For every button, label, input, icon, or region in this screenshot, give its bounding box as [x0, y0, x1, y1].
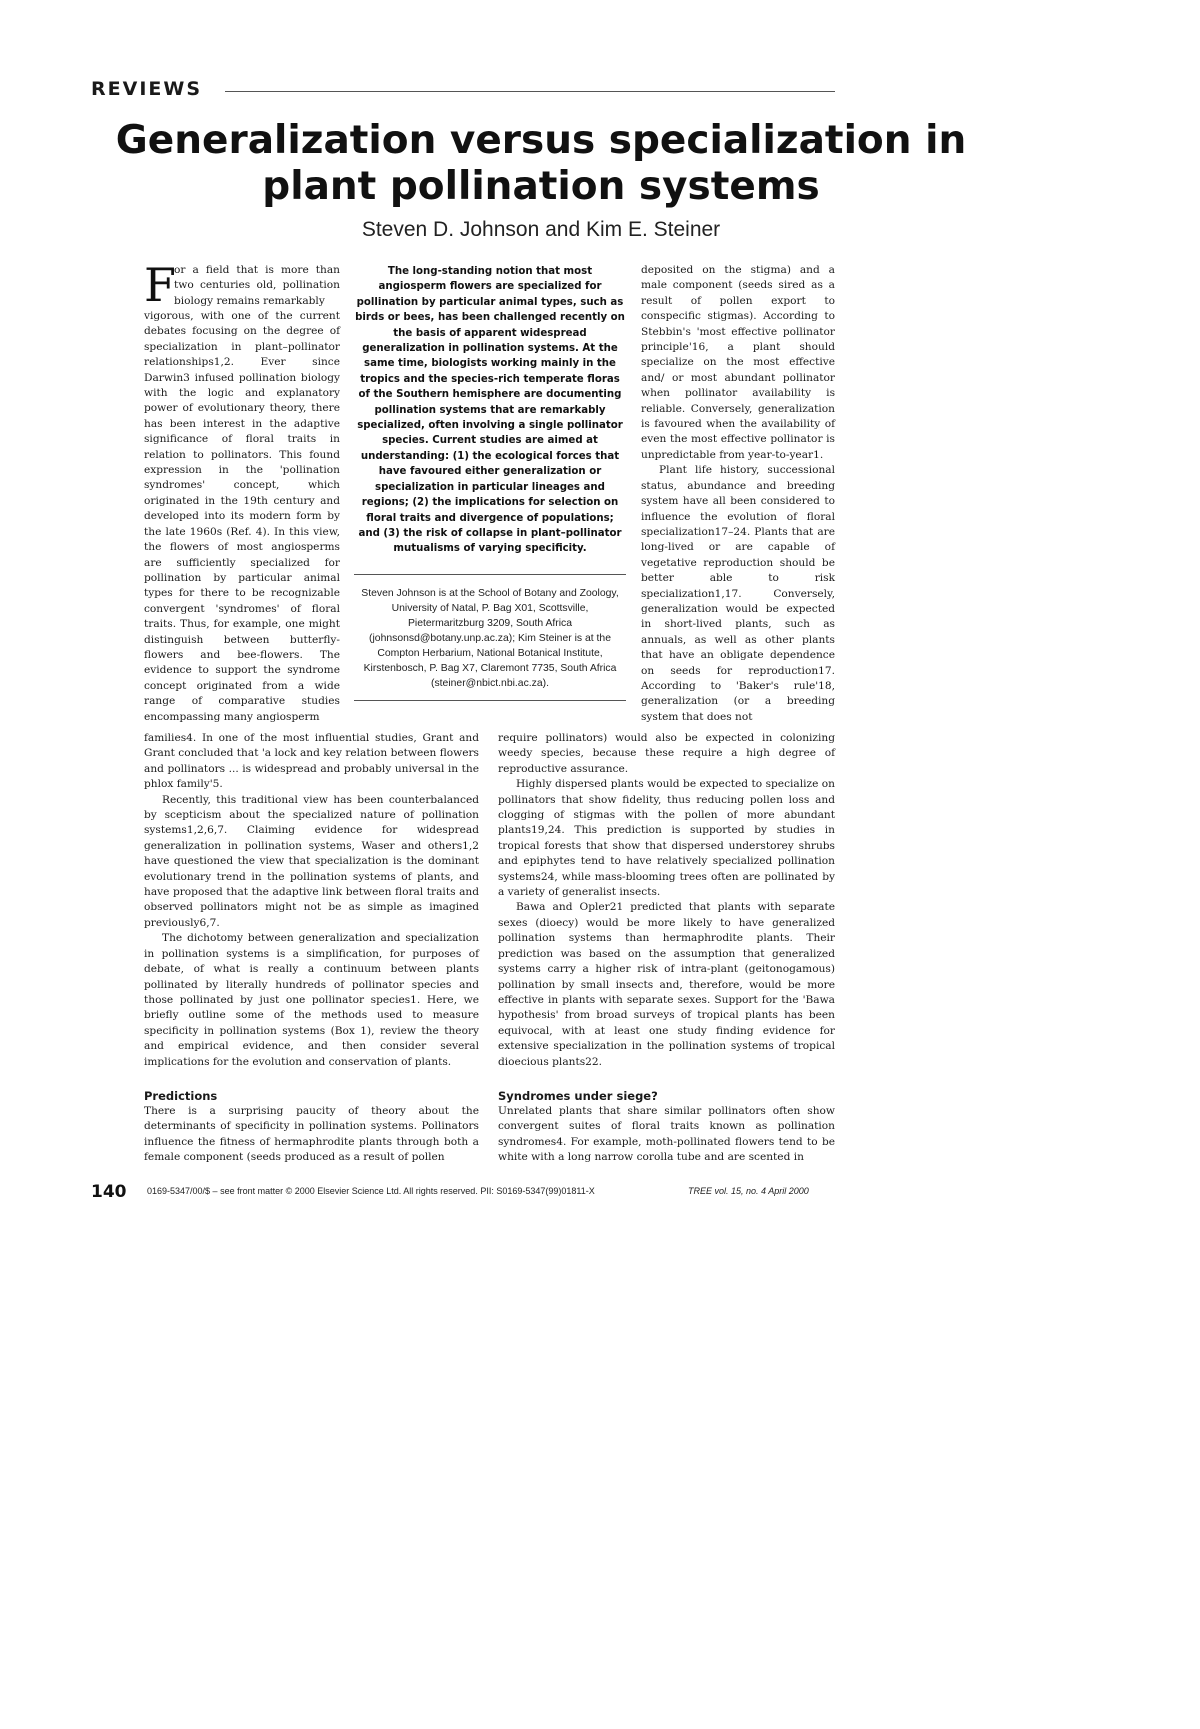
- affiliation-rule-bottom: [354, 700, 626, 701]
- col3-paragraph-2: Plant life history, successional status, abundance and breeding system have all been considered to influence the evolution of floral specialization17–24. Plants that are long-lived or are capable of vegetative reproduction should be better able to risk specialization1,17. Conversely, generalization would be expected in short-lived plants, such as annuals, as well as other plants that have an obligate dependence on seeds for reproduction17. According to 'Baker's rule'18, generalization (or a breeding system that does not: [641, 464, 835, 723]
- article-title: Generalization versus specialization in plant pollination systems: [115, 118, 967, 209]
- syndromes-paragraph: Unrelated plants that share similar pollinators often show convergent suites of floral traits known as pollination syndromes4. For example, moth-pollinated flowers tend to be white with a long narrow corolla tube and are scented in: [498, 1105, 835, 1164]
- author-affiliation: Steven Johnson is at the School of Botany and Zoology, University of Natal, P. Bag X01, Scottsville, Pietermaritzburg 3209, South Africa (johnsonsd@botany.unp.ac.za); Kim Steiner is at the Compton Herbarium, National Botanical Institute, Kirstenbosch, P. Bag X7, Claremont 7735, South Africa (steiner@nbict.nbi.ac.za).: [361, 588, 619, 689]
- col3-paragraph-1: deposited on the stigma) and a male component (seeds sired as a result of pollen export to conspecific stigmas). According to Stebbin's 'most effective pollinator principle'16, a plant should specialize on the most effective and/ or most abundant pollinator when pollinator availability is reliable. Conversely, generalization is favoured when the availability of even the most effective pollinator is unpredictable from year-to-year1.: [641, 264, 835, 461]
- intro-paragraph: vigorous, with one of the current debates focusing on the degree of specialization in plant–pollinator relationships1,2. Ever since Darwin3 infused pollination biology with the logic and explanatory power of evolutionary theory, there has been interest in the adaptive significance of floral traits in relation to pollinators. This found expression in the 'pollination syndromes' concept, which originated in the 19th century and developed into its modern form by the late 1960s (Ref. 4). In this view, the flowers of most angiosperms are sufficiently specialized for pollination by particular animal types for there to be recognizable convergent 'syndromes' of floral traits. Thus, for example, one might distinguish between butterfly-flowers and bee-flowers. The evidence to support the syndrome concept originated from a wide range of comparative studies encompassing many angiosperm: [144, 310, 340, 723]
- article-authors: Steven D. Johnson and Kim E. Steiner: [361, 218, 721, 241]
- intro-first-text: or a field that is more than two centuries old, pollination biology remains remarkably: [174, 264, 340, 307]
- section-label: REVIEWS: [91, 78, 203, 100]
- intro-first-lines: [174, 263, 340, 309]
- footer-copyright: 0169-5347/00/$ – see front matter © 2000 Elsevier Science Ltd. All rights reserved. PII: S0169-5347(99)01811-X: [147, 1186, 595, 1196]
- syndromes-section: [498, 1085, 835, 1166]
- drop-cap: F: [144, 258, 176, 312]
- left-paragraph-1: families4. In one of the most influential studies, Grant and Grant concluded that 'a lock and key relation between flowers and pollinators ... is widespread and probably universal in the phlox family'5.: [144, 732, 479, 791]
- page-number: 140: [91, 1182, 127, 1202]
- footer-journal: TREE vol. 15, no. 4 April 2000: [688, 1186, 809, 1196]
- predictions-paragraph: There is a surprising paucity of theory about the determinants of specificity in pollination systems. Pollinators influence the fitness of hermaphrodite plants through both a female component (seeds produced as a result of pollen: [144, 1105, 479, 1164]
- affiliation-rule-top: [354, 574, 626, 575]
- predictions-heading: Predictions: [144, 1089, 218, 1103]
- header-rule: [225, 91, 835, 92]
- lower-left-column: [144, 731, 479, 1070]
- left-paragraph-3: The dichotomy between generalization and specialization in pollination systems is a simplification, for purposes of debate, of what is really a continuum between plants pollinated by literally hundreds of pollinator species and those pollinated by just one pollinator species1. Here, we briefly outline some of the methods used to measure specificity in pollination systems (Box 1), review the theory and empirical evidence, and then consider several implications for the evolution and conservation of plants.: [144, 932, 479, 1068]
- right-paragraph-2: Highly dispersed plants would be expected to specialize on pollinators that show fidelity, thus reducing pollen loss and clogging of stigmas with the pollen of more abundant plants19,24. This prediction is supported by studies in tropical forests that show that dispersed understorey shrubs and epiphytes tend to have relatively specialized pollination systems24, while mass-blooming trees often are pollinated by a variety of generalist insects.: [498, 778, 835, 899]
- column-three: [641, 263, 835, 725]
- intro-column: [144, 309, 340, 725]
- left-paragraph-2: Recently, this traditional view has been counterbalanced by scepticism about the specialized nature of pollination systems1,2,6,7. Claiming evidence for widespread generalization in pollination systems, Waser and others1,2 have questioned the view that specialization is the dominant evolutionary trend in the pollination systems of plants, and have proposed that the adaptive link between floral traits and observed pollinators might not be as simple as imagined previously6,7.: [144, 793, 479, 929]
- right-paragraph-1: require pollinators) would also be expected in colonizing weedy species, because these require a high degree of reproductive assurance.: [498, 732, 835, 775]
- lower-right-column: [498, 731, 835, 1070]
- right-paragraph-3: Bawa and Opler21 predicted that plants with separate sexes (dioecy) would be more likely to have generalized pollination systems than hermaphrodite plants. Their prediction was based on the assumption that generalized systems carry a higher risk of intra-plant (geitonogamous) pollination by small insects and, therefore, would be more effective in plants with separate sexes. Support for the 'Bawa hypothesis' from broad surveys of tropical plants has been equivocal, with at least one study finding evidence for extensive specialization in the pollination systems of tropical dioecious plants22.: [498, 901, 835, 1068]
- syndromes-heading: Syndromes under siege?: [498, 1089, 658, 1103]
- abstract: The long-standing notion that most angiosperm flowers are specialized for pollination by particular animal types, such as birds or bees, has been challenged recently on the basis of apparent widespread generalization in pollination systems. At the same time, biologists working mainly in the tropics and the species-rich temperate floras of the Southern hemisphere are documenting pollination systems that are remarkably specialized, often involving a single pollinator species. Current studies are aimed at understanding: (1) the ecological forces that have favoured either generalization or specialization in particular lineages and regions; (2) the implications for selection on floral traits and divergence of populations; and (3) the risk of collapse in plant–pollinator mutualisms of varying specificity.: [355, 266, 625, 555]
- predictions-section: [144, 1085, 479, 1166]
